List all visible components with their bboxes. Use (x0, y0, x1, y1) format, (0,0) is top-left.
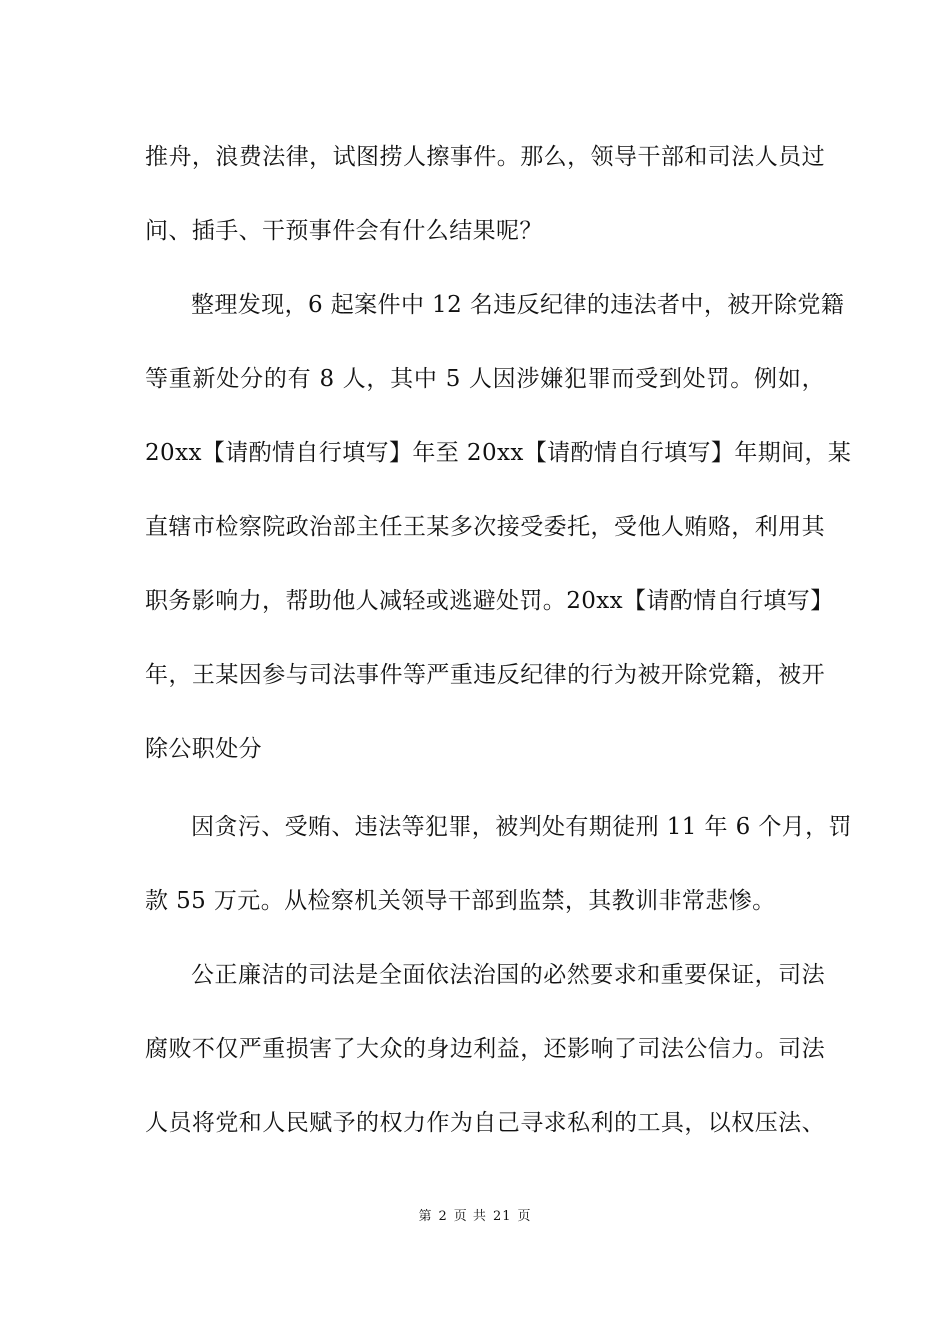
paragraph-line: 20xx【请酌情自行填写】年至 20xx【请酌情自行填写】年期间，某 (145, 440, 852, 466)
paragraph-line: 因贪污、受贿、违法等犯罪，被判处有期徒刑 11 年 6 个月，罚 (191, 814, 852, 840)
footer-total-pages: 21 (492, 1209, 512, 1224)
footer-suffix: 页 (517, 1209, 532, 1224)
paragraph-line: 等重新处分的有 8 人，其中 5 人因涉嫌犯罪而受到处罚。例如， (145, 366, 825, 392)
paragraph-line: 年，王某因参与司法事件等严重违反纪律的行为被开除党籍，被开 (145, 662, 825, 688)
footer-middle: 页 共 (453, 1209, 487, 1224)
paragraph-line: 公正廉洁的司法是全面依法治国的必然要求和重要保证，司法 (191, 962, 825, 988)
page-footer (0, 1208, 950, 1226)
paragraph-line: 问、插手、干预事件会有什么结果呢？ (145, 218, 543, 244)
paragraph-line: 整理发现，6 起案件中 12 名违反纪律的违法者中，被开除党籍 (191, 292, 845, 318)
paragraph-line: 腐败不仅严重损害了大众的身边利益，还影响了司法公信力。司法 (145, 1036, 825, 1062)
paragraph-line: 直辖市检察院政治部主任王某多次接受委托，受他人贿赂，利用其 (145, 514, 825, 540)
paragraph-line: 除公职处分 (145, 736, 262, 762)
paragraph-line: 人员将党和人民赋予的权力作为自己寻求私利的工具，以权压法、 (145, 1110, 825, 1136)
paragraph-line: 推舟，浪费法律，试图捞人擦事件。那么，领导干部和司法人员过 (145, 144, 825, 170)
footer-prefix: 第 (418, 1209, 433, 1224)
paragraph-line: 职务影响力，帮助他人减轻或逃避处罚。20xx【请酌情自行填写】 (145, 588, 834, 614)
paragraph-line: 款 55 万元。从检察机关领导干部到监禁，其教训非常悲惨。 (145, 888, 776, 914)
footer-page-number: 2 (438, 1209, 448, 1224)
